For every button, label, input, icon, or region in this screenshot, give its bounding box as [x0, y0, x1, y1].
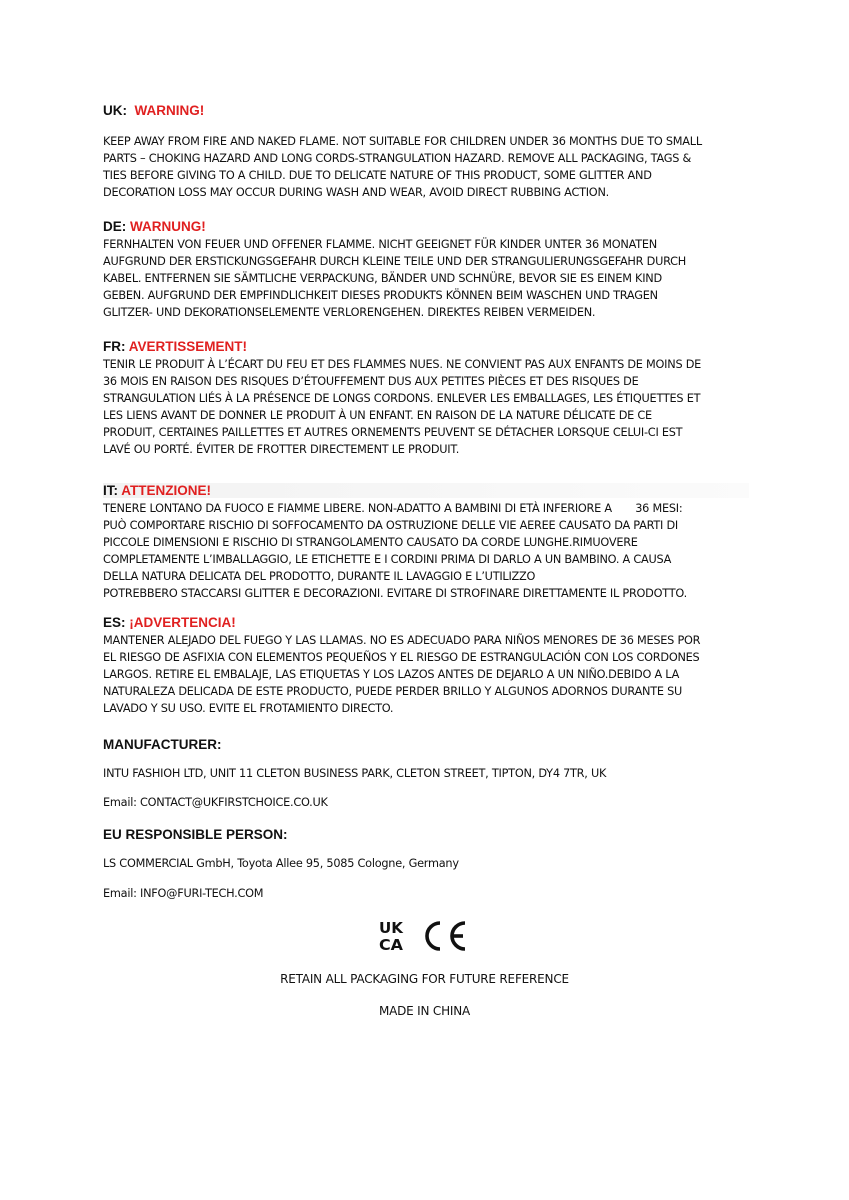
ce-mark-icon [427, 923, 465, 949]
retain-packaging-note: RETAIN ALL PACKAGING FOR FUTURE REFERENCE [280, 972, 569, 986]
es-line: EL RIESGO DE ASFIXIA CON ELEMENTOS PEQUEÑOS Y EL RIESGO DE ESTRANGULACIÓN CON LOS CORDONES [103, 651, 700, 664]
manufacturer-email: Email: CONTACT@UKFIRSTCHOICE.CO.UK [103, 796, 328, 809]
country-of-origin: MADE IN CHINA [378, 1004, 471, 1018]
uk-line: DECORATION LOSS MAY OCCUR DURING WASH AND WEAR, AVOID DIRECT RUBBING ACTION. [103, 186, 609, 199]
es-code: ES: [103, 615, 126, 630]
ukca-mark-icon [379, 919, 404, 954]
de-heading [103, 218, 753, 236]
it-line: PUÒ COMPORTARE RISCHIO DI SOFFOCAMENTO DA OSTRUZIONE DELLE VIE AEREE CAUSATO DA PARTI DI [103, 519, 678, 532]
ukca-bottom-text: CA [379, 936, 404, 954]
eu-person-address: LS COMMERCIAL GmbH, Toyota Allee 95, 5085 Cologne, Germany [103, 857, 459, 870]
it-line: DELLA NATURA DELICATA DEL PRODOTTO, DURANTE IL LAVAGGIO E L’UTILIZZO [103, 570, 536, 583]
it-line: COMPLETAMENTE L’IMBALLAGGIO, LE ETICHETTE E I CORDINI PRIMA DI DARLO A UN BAMBINO. A CAUSA [103, 553, 672, 566]
de-warning: WARNUNG! [130, 219, 206, 234]
eu-person-heading: EU RESPONSIBLE PERSON: [103, 827, 288, 842]
uk-heading [103, 102, 753, 120]
uk-warning-text [103, 133, 753, 201]
de-line: GLITZER- UND DEKORATIONSELEMENTE VERLORENGEHEN. DIREKTES REIBEN VERMEIDEN. [103, 306, 596, 319]
manufacturer-heading: MANUFACTURER: [103, 737, 222, 752]
uk-line: PARTS – CHOKING HAZARD AND LONG CORDS-STRANGULATION HAZARD. REMOVE ALL PACKAGING, TAGS & [103, 152, 692, 165]
it-heading [103, 482, 753, 500]
fr-warning: AVERTISSEMENT! [128, 339, 248, 354]
fr-line: 36 MOIS EN RAISON DES RISQUES D’ÉTOUFFEMENT DUS AUX PETITES PIÈCES ET DES RISQUES DE [103, 375, 639, 388]
es-line: LAVADO Y SU USO. EVITE EL FROTAMIENTO DIRECTO. [103, 702, 394, 715]
fr-line: LAVÉ OU PORTÉ. ÉVITER DE FROTTER DIRECTEMENT LE PRODUIT. [103, 443, 460, 456]
de-line: AUFGRUND DER ERSTICKUNGSGEFAHR DURCH KLEINE TEILE UND DER STRANGULIERUNGSGEFAHR DURCH [103, 255, 687, 268]
de-line: GEBEN. AUFGRUND DER EMPFINDLICHKEIT DIESES PRODUKTS KÖNNEN BEIM WASCHEN UND TRAGEN [103, 289, 658, 302]
ce-mark-text: CE [377, 918, 379, 919]
uk-code: UK: [103, 103, 127, 118]
de-line: KABEL. ENTFERNEN SIE SÄMTLICHE VERPACKUNG, BÄNDER UND SCHNÜRE, BEVOR SIE ES EINEM KIND [103, 272, 662, 285]
it-warning-text [103, 500, 753, 602]
es-warning-text [103, 632, 753, 717]
fr-line: TENIR LE PRODUIT À L’ÉCART DU FEU ET DES FLAMMES NUES. NE CONVIENT PAS AUX ENFANTS DE MOINS DE [103, 358, 702, 371]
de-line: FERNHALTEN VON FEUER UND OFFENER FLAMME. NICHT GEEIGNET FÜR KINDER UNTER 36 MONATEN [103, 238, 657, 251]
es-line: MANTENER ALEJADO DEL FUEGO Y LAS LLAMAS. NO ES ADECUADO PARA NIÑOS MENORES DE 36 MESES POR [103, 634, 701, 647]
fr-line: PRODUIT, CERTAINES PAILLETTES ET AUTRES ORNEMENTS PEUVENT SE DÉTACHER LORSQUE CELUI-CI EST [103, 426, 683, 439]
ce-mark-c [427, 923, 440, 949]
es-heading [103, 614, 753, 632]
de-warning-text [103, 236, 753, 321]
eu-person-email: Email: INFO@FURI-TECH.COM [103, 887, 264, 900]
manufacturer-address: INTU FASHIOH LTD, UNIT 11 CLETON BUSINESS PARK, CLETON STREET, TIPTON, DY4 7TR, UK [103, 767, 607, 780]
it-code: IT: [103, 483, 118, 498]
es-warning: ¡ADVERTENCIA! [129, 615, 236, 630]
de-code: DE: [103, 219, 127, 234]
fr-code: FR: [103, 339, 126, 354]
uk-line: TIES BEFORE GIVING TO A CHILD. DUE TO DELICATE NATURE OF THIS PRODUCT, SOME GLITTER AND [103, 169, 652, 182]
uk-warning: WARNING! [134, 103, 205, 118]
fr-line: LES LIENS AVANT DE DONNER LE PRODUIT À UN ENFANT. EN RAISON DE LA NATURE DÉLICATE DE CE [103, 409, 652, 422]
it-line: TENERE LONTANO DA FUOCO E FIAMME LIBERE. NON-ADATTO A BAMBINI DI ETÀ INFERIORE A 36 MESI: [103, 502, 683, 515]
conformity-marks-svg [377, 918, 477, 954]
fr-warning-text [103, 356, 753, 458]
es-line: LARGOS. RETIRE EL EMBALAJE, LAS ETIQUETAS Y LOS LAZOS ANTES DE DEJARLO A UN NIÑO.DEBIDO A LA [103, 668, 680, 681]
fr-line: STRANGULATION LIÉS À LA PRÉSENCE DE LONGS CORDONS. ENLEVER LES EMBALLAGES, LES ÉTIQUETTES ET [103, 392, 701, 405]
uk-line: KEEP AWAY FROM FIRE AND NAKED FLAME. NOT SUITABLE FOR CHILDREN UNDER 36 MONTHS DUE TO SMALL [103, 135, 702, 148]
fr-heading [103, 338, 753, 356]
it-warning: ATTENZIONE! [121, 483, 211, 498]
es-line: NATURALEZA DELICADA DE ESTE PRODUCTO, PUEDE PERDER BRILLO Y ALGUNOS ADORNOS DURANTE SU [103, 685, 683, 698]
it-line: PICCOLE DIMENSIONI E RISCHIO DI STRANGOLAMENTO CAUSATO DA CORDE LUNGHE.RIMUOVERE [103, 536, 638, 549]
ukca-top-text: UK [379, 919, 404, 937]
it-line: POTREBBERO STACCARSI GLITTER E DECORAZIONI. EVITARE DI STROFINARE DIRETTAMENTE IL PRODOTTO. [103, 587, 687, 600]
conformity-marks [377, 918, 477, 954]
